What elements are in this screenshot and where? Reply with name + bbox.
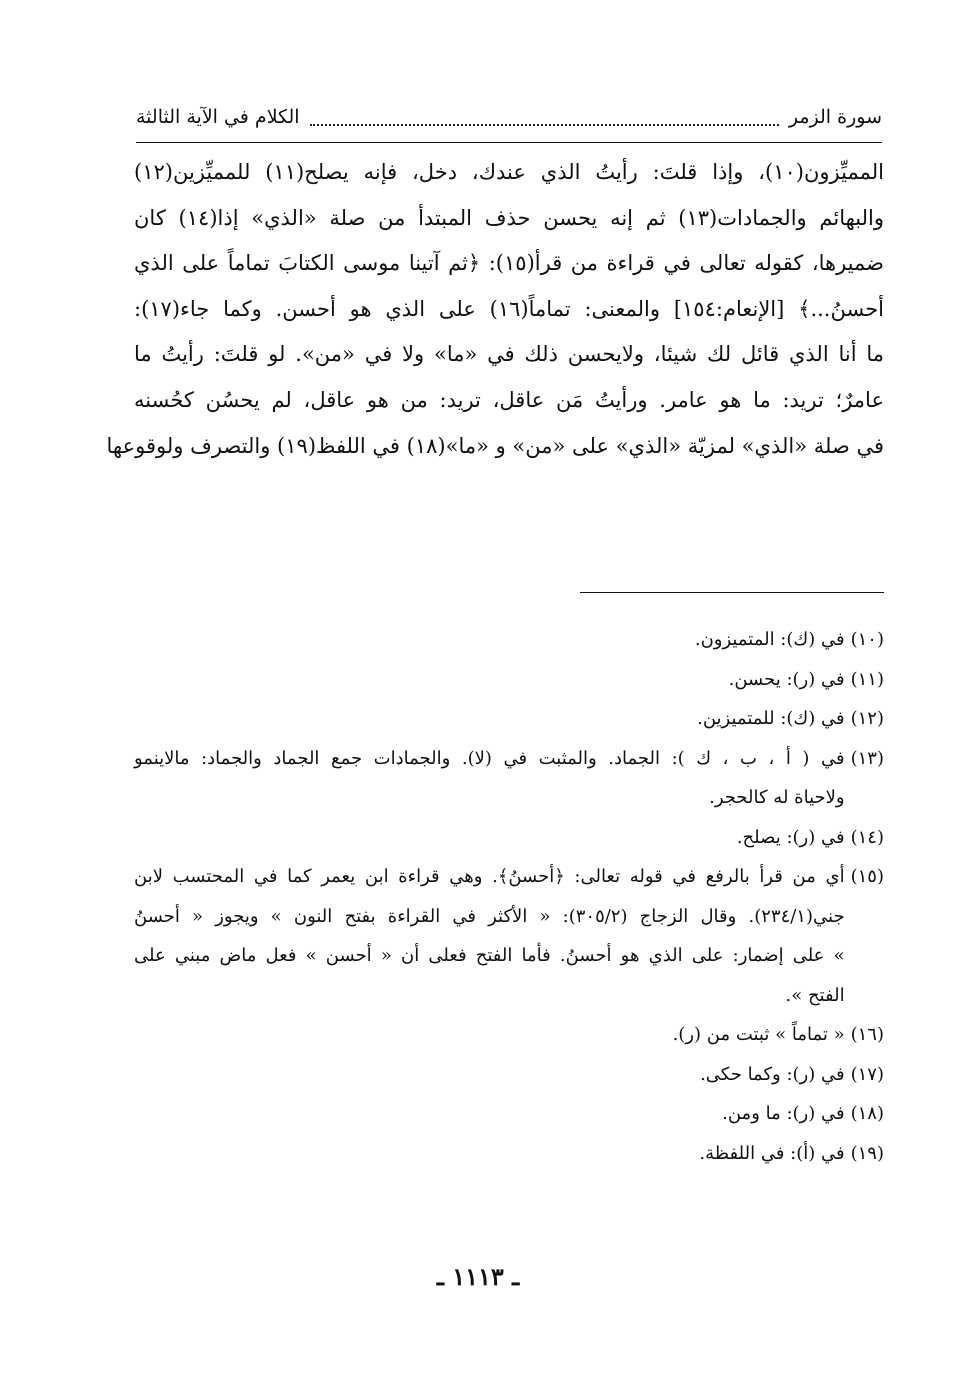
footnote-text-line: ولاحياة له كالحجر. xyxy=(709,787,845,808)
footnote-14 xyxy=(134,818,884,858)
header-chapter-title: سورة الزمر xyxy=(788,106,882,128)
footnotes xyxy=(134,620,884,1173)
footnote-text: في (ر): وكما حكى. xyxy=(700,1063,845,1085)
footnote-text: في (أ): في اللفظة. xyxy=(699,1142,845,1164)
footnote-text: في (ك): للمتميزين. xyxy=(697,708,845,729)
footnote-number: (١٨) xyxy=(850,1103,884,1124)
header-rule xyxy=(136,142,882,143)
footnote-10 xyxy=(134,620,884,660)
footnote-text-line: جني(٢٣٤/١). وقال الزجاج (٣٠٥/٢): « الأكثر في القراءة بفتح النون » ويجوز « أحسنُ xyxy=(134,905,845,927)
body-line: ضميرها، كقوله تعالى في قراءة من قرأ(١٥): ﴿ثم آتينا موسى الكتابَ تماماً على الذي xyxy=(134,251,884,276)
footnote-text: في (ر): ما ومن. xyxy=(722,1103,845,1124)
footnote-number: (١٠) xyxy=(850,629,884,650)
body-line: المميِّزون(١٠)، وإذا قلتَ: رأيتُ الذي عندك، دخل، فإنه يصلح(١١) للمميِّزين(١٢) xyxy=(134,160,884,184)
footnote-number: (١١) xyxy=(850,668,884,690)
footnote-19 xyxy=(134,1134,884,1174)
body-line: والبهائم والجمادات(١٣) ثم إنه يحسن حذف المبتدأ من صلة «الذي» إذا(١٤) كان xyxy=(134,205,885,230)
body-line: أحسنُ...﴾ [الإنعام:١٥٤] والمعنى: تماماً(١٦) على الذي هو أحسن. وكما جاء(١٧): xyxy=(134,296,885,321)
footnote-number: (١٤) xyxy=(850,826,884,848)
footnote-text-line: » على إضمار: على الذي هو أحسنُ. فأما الفتح فعلى أن « أحسن » فعل ماض مبني على xyxy=(134,945,845,966)
footnote-12 xyxy=(134,699,884,739)
footnote-separator xyxy=(580,592,884,593)
running-header xyxy=(136,104,882,130)
footnote-text: في (ر): يحسن. xyxy=(728,668,845,690)
footnote-number: (١٩) xyxy=(850,1142,884,1164)
footnote-text-line: في ( أ ، ب ، ك ): الجماد. والمثبت في (لا). والجمادات جمع الجماد والجماد: مالاينمو xyxy=(134,747,845,769)
header-leader-dots xyxy=(310,118,779,126)
footnote-16 xyxy=(134,1015,884,1055)
footnote-18 xyxy=(134,1094,884,1134)
footnote-text: في (ك): المتميزون. xyxy=(694,629,845,650)
page-number: ـ ١١١٣ ـ xyxy=(436,1262,520,1291)
footnote-text: « تماماً » ثبتت من (ر). xyxy=(672,1024,845,1045)
footnote-text-line: الفتح ». xyxy=(785,984,845,1006)
footnote-13 xyxy=(134,739,884,818)
footnote-number: (١٣) xyxy=(850,747,884,769)
footnote-number: (١٧) xyxy=(850,1063,884,1085)
footnote-number: (١٥) xyxy=(850,866,884,887)
footnote-15 xyxy=(134,857,884,1015)
footnote-number: (١٢) xyxy=(850,708,884,729)
body-line: في صلة «الذي» لمزيّة «الذي» على «من» و «ما»(١٨) في اللفظ(١٩) والتصرف ولوقوعها xyxy=(106,433,884,458)
footnote-11 xyxy=(134,660,884,700)
body-line: عامرٌ؛ تريد: ما هو عامر. ورأيتُ مَن عاقل، تريد: من هو عاقل، لم يحسُن كحُسنه xyxy=(134,387,884,412)
footnote-text: في (ر): يصلح. xyxy=(736,826,845,848)
footnote-number: (١٦) xyxy=(850,1024,884,1045)
footnote-17 xyxy=(134,1055,884,1095)
body-line: ما أنا الذي قائل لك شيئا، ولايحسن ذلك في «ما» ولا في «من». لو قلتَ: رأيتُ ما xyxy=(134,342,884,367)
body-text xyxy=(106,150,885,469)
footnote-text-line: أي من قرأ بالرفع في قوله تعالى: ﴿أحسنُ﴾. وهي قراءة ابن يعمر كما في المحتسب لابن xyxy=(134,866,845,887)
header-section-title: الكلام في الآية الثالثة xyxy=(136,106,300,128)
